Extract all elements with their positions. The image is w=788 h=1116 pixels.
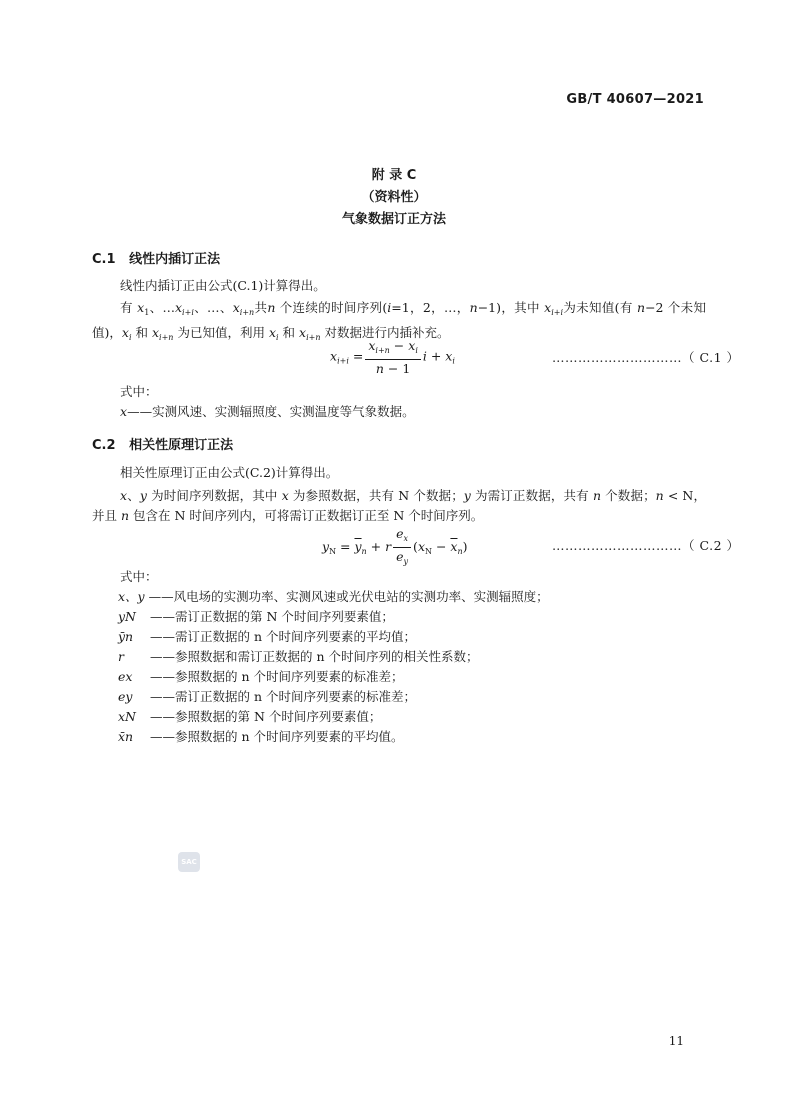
symbol: x、y: [118, 589, 145, 604]
c1-definition-x: x——实测风速、实测辐照度、实测温度等气象数据。: [120, 404, 415, 419]
definition-text: ——需订正数据的 n 个时间序列要素的标准差；: [150, 689, 416, 704]
section-c1-number: C.1: [92, 252, 116, 267]
c2-definition-ey: [118, 687, 416, 707]
c1-intro: 线性内插订正由公式(C.1)计算得出。: [120, 278, 326, 293]
definition-text: ——参照数据的 n 个时间序列要素的平均值。: [150, 729, 404, 744]
equation-number-c2: …………………………（ C.2 ）: [552, 538, 740, 553]
section-c1-heading: [92, 248, 220, 267]
c1-where: 式中：: [120, 384, 158, 399]
section-c2-title: 相关性原理订正法: [129, 438, 234, 453]
c1-definition-x-text: ——实测风速、实测辐照度、实测温度等气象数据。: [127, 404, 415, 419]
symbol: r: [118, 649, 124, 664]
c2-definition-yN: [118, 607, 394, 627]
definition-text: ——参照数据的第 N 个时间序列要素值；: [150, 709, 382, 724]
appendix-nature: （资料性）: [361, 190, 427, 205]
c2-where: 式中：: [120, 569, 158, 584]
section-c1-title: 线性内插订正法: [129, 252, 221, 267]
definition-text: ——需订正数据的第 N 个时间序列要素值；: [150, 609, 394, 624]
c2-definition-ex: [118, 667, 404, 687]
formula-c2: $y_N = \overline{y}_n + r$ $\frac{e_x}{e_y}$ $(x_N - \overline{x}_n)$: [322, 526, 468, 566]
page-number: 11: [668, 1034, 684, 1048]
section-c2-heading: [92, 434, 233, 453]
c2-definition-xN: [118, 707, 381, 727]
definition-text: ——参照数据和需订正数据的 n 个时间序列的相关性系数；: [150, 649, 479, 664]
symbol: x̄n: [118, 729, 134, 744]
sac-watermark-logo: SAC: [178, 852, 200, 872]
symbol: ey: [118, 689, 133, 704]
symbol: ȳn: [118, 629, 134, 644]
c1-p2-start: 有: [120, 300, 133, 315]
section-c2-number: C.2: [92, 438, 116, 453]
definition-text: ——风电场的实测功率、实测风速或光伏电站的实测功率、实测辐照度；: [148, 589, 549, 604]
c1-p2-mid: 为已知值，利用: [177, 325, 265, 340]
c1-p2-end: 对数据进行内插补充。: [324, 325, 450, 340]
c2-intro: 相关性原理订正由公式(C.2)计算得出。: [120, 465, 339, 480]
c2-paragraph: x、y 为时间序列数据，其中 x 为参照数据，共有 N 个数据；y 为需订正数据，共有 n 个数据；n < N，并且 n 包含在 N 时间序列内，可将需订正数据订正至 N 个时间序列。: [92, 488, 707, 523]
c2-definition-r: [118, 647, 479, 667]
c2-definition-xbar: [118, 727, 404, 747]
formula-c1: $x_{i+i}$ = $\frac{x_{i+n} - x_i}{n - 1}$ $i + x_i$: [330, 338, 455, 376]
standard-code: GB/T 40607—2021: [566, 92, 704, 107]
equation-number-c1: …………………………（ C.1 ）: [552, 350, 740, 365]
symbol: xN: [118, 709, 136, 724]
definition-text: ——参照数据的 n 个时间序列要素的标准差；: [150, 669, 404, 684]
appendix-title: 气象数据订正方法: [341, 212, 446, 227]
appendix-label: 附 录 C: [371, 168, 417, 183]
c1-paragraph: 有 $x_1$、$\dots x_{i+i}$、…、$x_{i+n}$共n 个连续的时间序列(i=1，2，…，n−1)，其中 $x_{i+i}$为未知值(有 n−2 个未知值)，$x_i$ 和 $x_{i+n}$ 为已知值，利用 $x_i$ 和 $x_{i+n}$ 对数据进行内插补充。: [92, 300, 706, 342]
definition-text: ——需订正数据的 n 个时间序列要素的平均值；: [150, 629, 416, 644]
c2-definition-ybar: [118, 627, 416, 647]
symbol: ex: [118, 669, 133, 684]
c2-definition-xy: [118, 587, 549, 607]
symbol: yN: [118, 609, 136, 624]
